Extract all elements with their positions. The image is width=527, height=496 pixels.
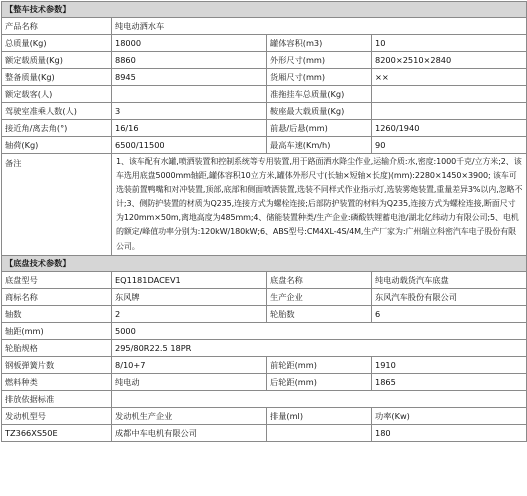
section1-title: 【整车技术参数】 (2, 2, 527, 18)
row-label: 驾驶室准乘人数(人) (2, 103, 112, 120)
row-label: 额定载客(人) (2, 86, 112, 103)
row-label: 轴距(mm) (2, 322, 112, 339)
spec-table (1, 1, 527, 442)
row-label: 前轮距(mm) (267, 356, 372, 373)
row-value: 5000 (112, 322, 527, 339)
row-label: 轴荷(Kg) (2, 137, 112, 154)
row-value (372, 103, 527, 120)
remark-row (2, 154, 527, 256)
row-value: 10 (372, 35, 527, 52)
engine-maker-header: 发动机生产企业 (112, 407, 267, 424)
row-value: 东风汽车股份有限公司 (372, 288, 527, 305)
row-value: 1260/1940 (372, 120, 527, 137)
spec-row (2, 356, 527, 373)
engine-displacement (267, 424, 372, 441)
row-label: 额定载质量(Kg) (2, 52, 112, 69)
row-value: 16/16 (112, 120, 267, 137)
row-value: 8945 (112, 69, 267, 86)
row-value: 纯电动载货汽车底盘 (372, 271, 527, 288)
row-value: 8860 (112, 52, 267, 69)
row-value: 东风牌 (112, 288, 267, 305)
spec-row (2, 103, 527, 120)
row-label: 商标名称 (2, 288, 112, 305)
row-label: 货厢尺寸(mm) (267, 69, 372, 86)
engine-power-header: 功率(Kw) (372, 407, 527, 424)
row-label: 总质量(Kg) (2, 35, 112, 52)
spec-row (2, 35, 527, 52)
row-label: 整备质量(Kg) (2, 69, 112, 86)
section2-header-row (2, 255, 527, 271)
spec-row (2, 339, 527, 356)
row-value: 18000 (112, 35, 267, 52)
row-value: 6 (372, 305, 527, 322)
spec-row (2, 288, 527, 305)
row-value: ×× (372, 69, 527, 86)
engine-header-row (2, 407, 527, 424)
row-value: 1865 (372, 373, 527, 390)
row-value: 纯电动洒水车 (112, 18, 527, 35)
row-value: 295/80R22.5 18PR (112, 339, 527, 356)
row-value: 8200×2510×2840 (372, 52, 527, 69)
spec-row (2, 137, 527, 154)
engine-model: TZ366XS50E (2, 424, 112, 441)
engine-row (2, 424, 527, 441)
row-label: 外形尺寸(mm) (267, 52, 372, 69)
row-value: 3 (112, 103, 267, 120)
spec-row (2, 305, 527, 322)
row-label: 生产企业 (267, 288, 372, 305)
engine-power: 180 (372, 424, 527, 441)
row-label: 轮胎规格 (2, 339, 112, 356)
row-label: 排放依据标准 (2, 390, 112, 407)
engine-model-header: 发动机型号 (2, 407, 112, 424)
engine-maker: 成都中车电机有限公司 (112, 424, 267, 441)
spec-row (2, 322, 527, 339)
row-value: 1910 (372, 356, 527, 373)
spec-row (2, 52, 527, 69)
spec-row (2, 390, 527, 407)
section1-header-row (2, 2, 527, 18)
row-label: 底盘名称 (267, 271, 372, 288)
remark-text: 1、该车配有水罐,喷洒装置和控制系统等专用装置,用于路面洒水降尘作业,运输介质:水,密度:1000千克/立方米;2、该车选用底盘5000mm轴距,罐体容积10立方米,罐体外形尺寸(长轴×短轴×长度)(mm):2280×1450×3900; 该车可选装前置鸭嘴和对冲装置,顶部,底部和侧面喷洒装置,选装不同样式作业指示灯,选装雾炮装置,重量差异3%以内,忽略不计;3、侧防护装置的材质为Q235,连接方式为螺栓连接;后部防护装置的材料为Q235,连接方式为螺栓连接,断面尺寸为120mm×50m,离地高度为485mm;4、储能装置种类/生产企业:磷酸铁锂蓄电池/湖北亿纬动力有限公司;5、电机的额定/峰值功率分别为:120kW/180kW;6、ABS型号:CM4XL-4S/4M,生产厂家为:广州瑞立科密汽车电子股份有限公司。 (112, 154, 527, 256)
spec-row (2, 373, 527, 390)
row-label: 燃料种类 (2, 373, 112, 390)
spec-row (2, 120, 527, 137)
row-label: 前悬/后悬(mm) (267, 120, 372, 137)
row-label: 鞍座最大载质量(Kg) (267, 103, 372, 120)
spec-row (2, 18, 527, 35)
row-label: 最高车速(Km/h) (267, 137, 372, 154)
row-label: 轮胎数 (267, 305, 372, 322)
row-label: 产品名称 (2, 18, 112, 35)
row-value (372, 86, 527, 103)
row-value: 纯电动 (112, 373, 267, 390)
row-value (112, 86, 267, 103)
spec-row (2, 271, 527, 288)
engine-displacement-header: 排量(ml) (267, 407, 372, 424)
row-value: 2 (112, 305, 267, 322)
row-label: 钢板弹簧片数 (2, 356, 112, 373)
section2-title: 【底盘技术参数】 (2, 255, 527, 271)
row-label: 罐体容积(m3) (267, 35, 372, 52)
row-label: 接近角/离去角(°) (2, 120, 112, 137)
row-label: 后轮距(mm) (267, 373, 372, 390)
row-value: EQ1181DACEV1 (112, 271, 267, 288)
row-value: 8/10+7 (112, 356, 267, 373)
row-value: 90 (372, 137, 527, 154)
spec-row (2, 86, 527, 103)
spec-row (2, 69, 527, 86)
row-value: 6500/11500 (112, 137, 267, 154)
row-label: 准拖挂车总质量(Kg) (267, 86, 372, 103)
row-label: 轴数 (2, 305, 112, 322)
spec-sheet (1, 1, 526, 442)
row-label: 底盘型号 (2, 271, 112, 288)
remark-label: 备注 (2, 154, 112, 256)
row-value (112, 390, 527, 407)
